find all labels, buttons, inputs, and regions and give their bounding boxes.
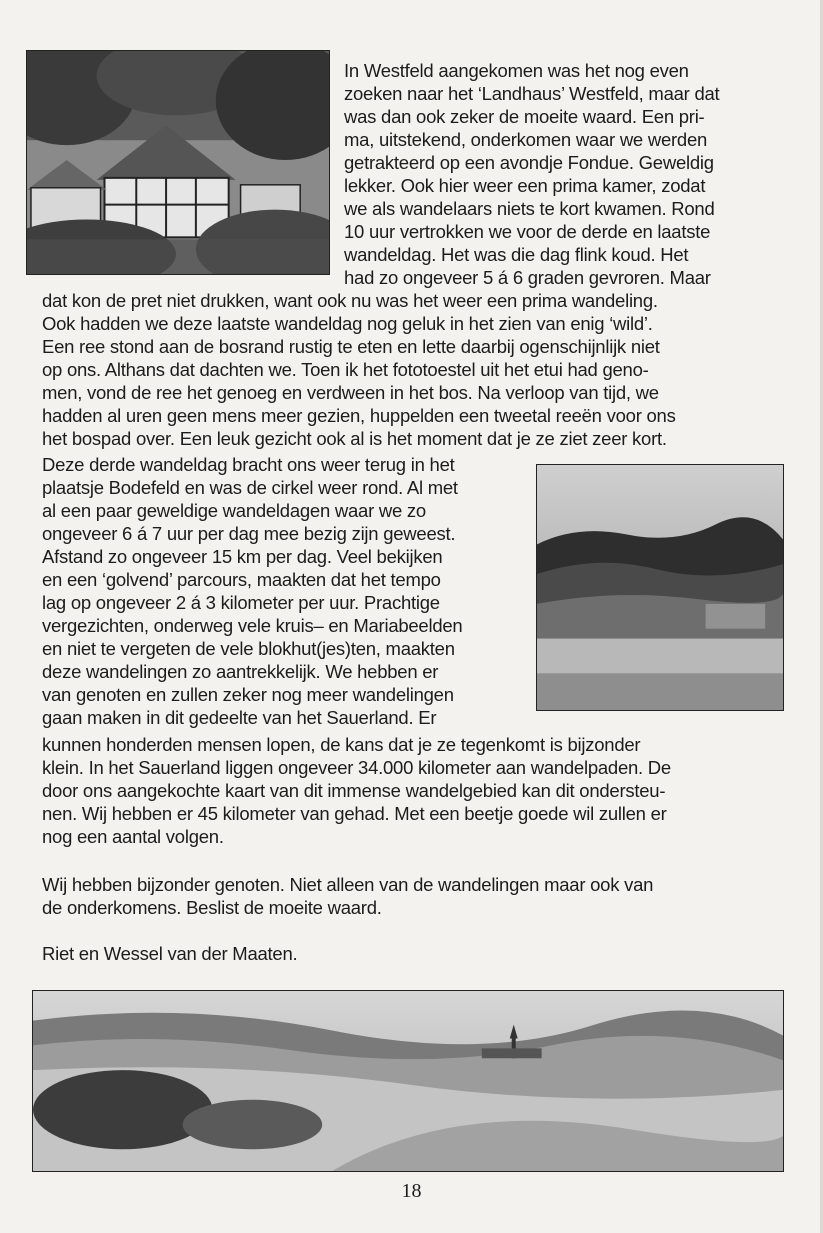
text-line: getrakteerd op een avondje Fondue. Geweldig bbox=[344, 152, 714, 173]
text-line: had zo ongeveer 5 á 6 graden gevroren. Maar bbox=[344, 267, 711, 288]
text-line: klein. In het Sauerland liggen ongeveer 34.000 kilometer aan wandelpaden. De bbox=[42, 757, 671, 778]
photo-sauerland-panorama bbox=[32, 990, 784, 1172]
text-line: deze wandelingen zo aantrekkelijk. We hebben er bbox=[42, 661, 439, 682]
text-line: gaan maken in dit gedeelte van het Sauerland. Er bbox=[42, 707, 437, 728]
text-line: Een ree stond aan de bosrand rustig te eten en lette daarbij ogenschijnlijk niet bbox=[42, 336, 660, 357]
text-line: plaatsje Bodefeld en was de cirkel weer rond. Al met bbox=[42, 477, 458, 498]
text-line: dat kon de pret niet drukken, want ook nu was het weer een prima wandeling. bbox=[42, 290, 658, 311]
text-line: en niet te vergeten de vele blokhut(jes)ten, maakten bbox=[42, 638, 455, 659]
photo-landhaus-westfeld bbox=[26, 50, 330, 275]
text-line: al een paar geweldige wandeldagen waar we zo bbox=[42, 500, 426, 521]
text-line: op ons. Althans dat dachten we. Toen ik het fototoestel uit het etui had geno- bbox=[42, 359, 649, 380]
text-line: zoeken naar het ‘Landhaus’ Westfeld, maar dat bbox=[344, 83, 720, 104]
text-line: men, vond de ree het genoeg en verdween in het bos. Na verloop van tijd, we bbox=[42, 382, 659, 403]
text-line: Afstand zo ongeveer 15 km per dag. Veel bekijken bbox=[42, 546, 443, 567]
text-line: ongeveer 6 á 7 uur per dag mee bezig zijn geweest. bbox=[42, 523, 456, 544]
signature-line: Riet en Wessel van der Maaten. bbox=[42, 943, 298, 964]
text-line: In Westfeld aangekomen was het nog even bbox=[344, 60, 689, 81]
text-line: vergezichten, onderweg vele kruis– en Mariabeelden bbox=[42, 615, 463, 636]
text-line: het bospad over. Een leuk gezicht ook al is het moment dat je ze ziet zeer kort. bbox=[42, 428, 667, 449]
text-line: en een ‘golvend’ parcours, maakten dat het tempo bbox=[42, 569, 441, 590]
text-line: lag op ongeveer 2 á 3 kilometer per uur. Prachtige bbox=[42, 592, 440, 613]
text-line: wandeldag. Het was die dag flink koud. Het bbox=[344, 244, 689, 265]
photo-hills-bodefeld bbox=[536, 464, 784, 711]
text-line: kunnen honderden mensen lopen, de kans dat je ze tegenkomt is bijzonder bbox=[42, 734, 641, 755]
text-line: nen. Wij hebben er 45 kilometer van gehad. Met een beetje goede wil zullen er bbox=[42, 803, 667, 824]
text-line: Wij hebben bijzonder genoten. Niet alleen van de wandelingen maar ook van bbox=[42, 874, 654, 895]
text-line: de onderkomens. Beslist de moeite waard. bbox=[42, 897, 382, 918]
text-line: Ook hadden we deze laatste wandeldag nog geluk in het zien van enig ‘wild’. bbox=[42, 313, 653, 334]
text-line: nog een aantal volgen. bbox=[42, 826, 224, 847]
text-line: door ons aangekochte kaart van dit immense wandelgebied kan dit ondersteu- bbox=[42, 780, 666, 801]
text-line: we als wandelaars niets te kort kwamen. Rond bbox=[344, 198, 715, 219]
text-line: 10 uur vertrokken we voor de derde en laatste bbox=[344, 221, 711, 242]
text-line: van genoten en zullen zeker nog meer wandelingen bbox=[42, 684, 454, 705]
text-line: Deze derde wandeldag bracht ons weer terug in het bbox=[42, 454, 455, 475]
text-line: lekker. Ook hier weer een prima kamer, zodat bbox=[344, 175, 706, 196]
text-line: ma, uitstekend, onderkomen waar we werden bbox=[344, 129, 708, 150]
text-line: was dan ook zeker de moeite waard. Een pri- bbox=[344, 106, 705, 127]
text-line: hadden al uren geen mens meer gezien, huppelden een tweetal reeën voor ons bbox=[42, 405, 676, 426]
page-number: 18 bbox=[401, 1180, 422, 1202]
